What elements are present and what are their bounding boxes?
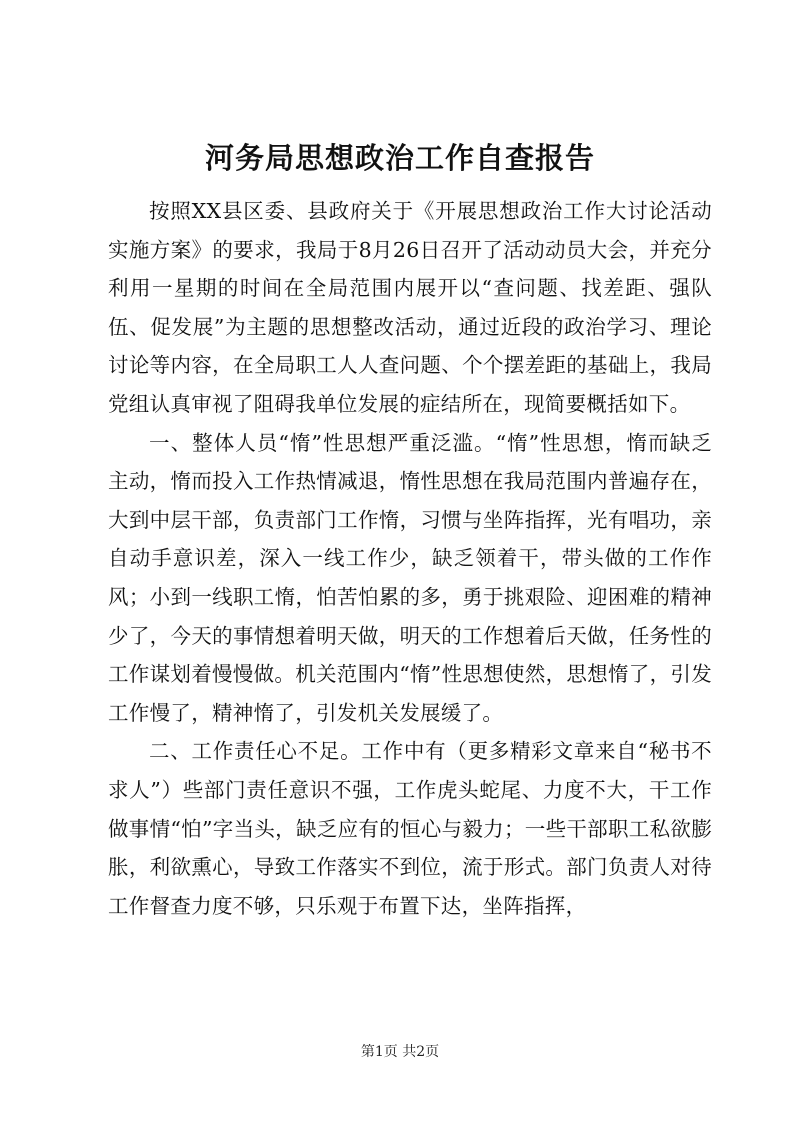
paragraph-intro: 按照XX县区委、县政府关于《开展思想政治工作大讨论活动实施方案》的要求，我局于8月26日召开了活动动员大会，并充分利用一星期的时间在全局范围内展开以“查问题、找差距、强队伍、促发展”为主题的思想整改活动，通过近段的政治学习、理论讨论等内容，在全局职工人人查问题、个个摆差距的基础上，我局党组认真审视了阻碍我单位发展的症结所在，现简要概括如下。 [108,199,712,416]
document-title: 河务局思想政治工作自查报告 [204,141,595,175]
paragraph-section-one: 一、整体人员“惰”性思想严重泛滥。“惰”性思想，惰而缺乏主动，惰而投入工作热情减退，惰性思想在我局范围内普遍存在，大到中层干部，负责部门工作惰，习惯与坐阵指挥，光有唱功，亲自动手意识差，深入一线工作少，缺乏领着干，带头做的工作作风；小到一线职工惰，怕苦怕累的多，勇于挑艰险、迎困难的精神少了，今天的事情想着明天做，明天的工作想着后天做，任务性的工作谋划着慢慢做。机关范围内“惰”性思想使然，思想惰了，引发工作慢了，精神惰了，引发机关发展缓了。 [108,430,712,725]
document-body [108,192,712,925]
paragraph-section-two: 二、工作责任心不足。工作中有（更多精彩文章来自“秘书不求人”）些部门责任意识不强，工作虎头蛇尾、力度不大，干工作做事情“怕”字当头，缺乏应有的恒心与毅力；一些干部职工私欲膨胀，利欲熏心，导致工作落实不到位，流于形式。部门负责人对待工作督查力度不够，只乐观于布置下达，坐阵指挥， [108,739,712,918]
page-footer: 第1页 共2页 [360,1044,440,1060]
